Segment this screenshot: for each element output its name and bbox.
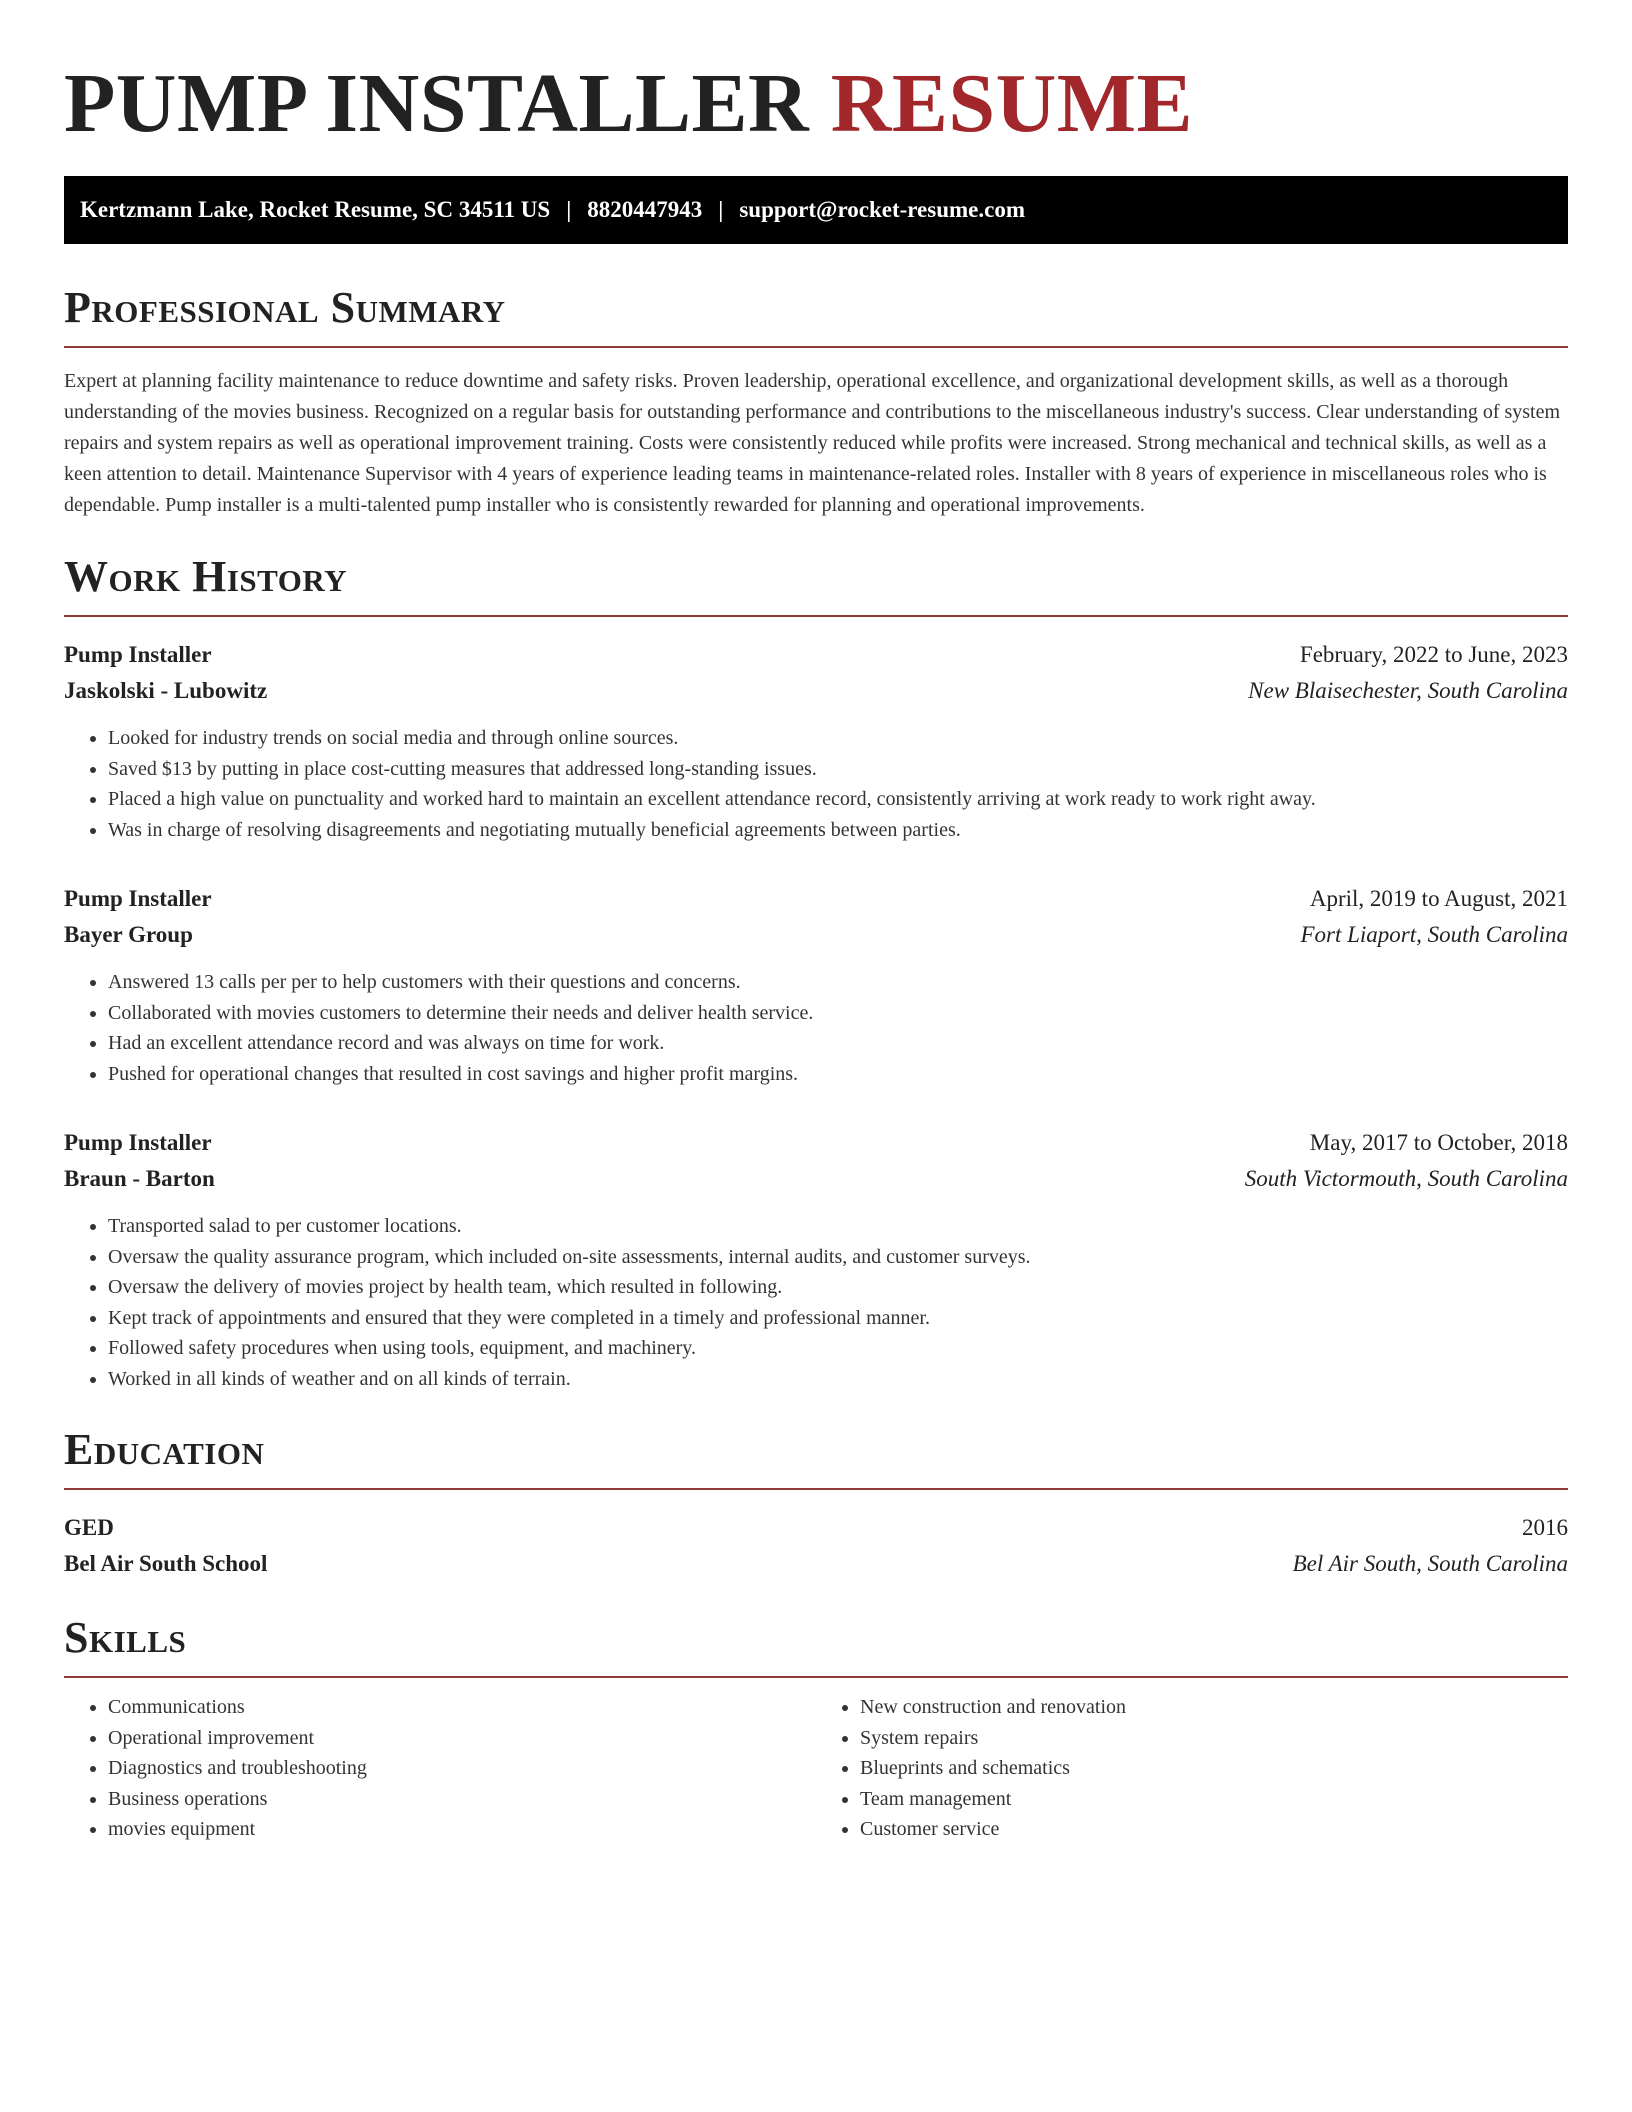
education-degree: GED (64, 1515, 114, 1540)
skill-item: • Diagnostics and troubleshooting (108, 1753, 816, 1784)
job-duty: • Followed safety procedures when using tools, equipment, and machinery. (108, 1333, 1568, 1364)
job-duty: • Looked for industry trends on social media and through online sources. (108, 723, 1568, 754)
job-dates: February, 2022 to June, 2023 (1299, 642, 1568, 667)
skills-list-right (816, 1692, 1568, 1845)
skill-item: • Blueprints and schematics (860, 1753, 1568, 1784)
section-heading-work-history: Work History (64, 551, 1568, 617)
job-duty: • Pushed for operational changes that resulted in cost savings and higher profit margins. (108, 1059, 1568, 1090)
job-title: Pump Installer (64, 886, 212, 911)
contact-separator: | (718, 197, 724, 222)
job-dates: May, 2017 to October, 2018 (1309, 1130, 1568, 1155)
skill-item: • movies equipment (108, 1814, 816, 1845)
job-company-row (64, 673, 1568, 709)
title-accent: RESUME (830, 57, 1194, 150)
contact-email: support@rocket-resume.com (739, 197, 1025, 222)
section-heading-education: Education (64, 1424, 1568, 1490)
education-entry (64, 1510, 1568, 1582)
education-school: Bel Air South School (64, 1551, 268, 1576)
skill-item: • Customer service (860, 1814, 1568, 1845)
education-year: 2016 (1522, 1515, 1568, 1540)
job-duty: • Answered 13 calls per per to help customers with their questions and concerns. (108, 967, 1568, 998)
job-header-row (64, 881, 1568, 917)
contact-phone: 8820447943 (587, 197, 703, 222)
job-duty: • Transported salad to per customer locations. (108, 1211, 1568, 1242)
title-main: PUMP INSTALLER (64, 57, 810, 150)
job-company: Bayer Group (64, 922, 193, 947)
job-duty: • Saved $13 by putting in place cost-cutting measures that addressed long-standing issues. (108, 754, 1568, 785)
job-duties-list (64, 967, 1568, 1089)
section-heading-skills: Skills (64, 1612, 1568, 1678)
job-duty: • Had an excellent attendance record and was always on time for work. (108, 1028, 1568, 1059)
skills-grid (64, 1692, 1568, 1845)
job-location: New Blaisechester, South Carolina (1248, 678, 1568, 703)
contact-bar (64, 176, 1568, 244)
job-header-row (64, 1125, 1568, 1161)
job-duty: • Was in charge of resolving disagreements and negotiating mutually beneficial agreements between parties. (108, 815, 1568, 846)
job-duty: • Kept track of appointments and ensured that they were completed in a timely and professional manner. (108, 1303, 1568, 1334)
job-duties-list (64, 1211, 1568, 1394)
job-duty: • Placed a high value on punctuality and worked hard to maintain an excellent attendance record, consistently arriving at work ready to work right away. (108, 784, 1568, 815)
skill-item: • Team management (860, 1784, 1568, 1815)
job-entry (64, 881, 1568, 1089)
job-company: Braun - Barton (64, 1166, 215, 1191)
skills-list-left (64, 1692, 816, 1845)
skill-item: • Operational improvement (108, 1723, 816, 1754)
job-duty: • Worked in all kinds of weather and on all kinds of terrain. (108, 1364, 1568, 1395)
job-company: Jaskolski - Lubowitz (64, 678, 268, 703)
resume-title (64, 56, 1568, 152)
job-dates: April, 2019 to August, 2021 (1309, 886, 1568, 911)
job-title: Pump Installer (64, 642, 212, 667)
job-duty: • Oversaw the delivery of movies project by health team, which resulted in following. (108, 1272, 1568, 1303)
job-title: Pump Installer (64, 1130, 212, 1155)
job-duty: • Collaborated with movies customers to determine their needs and deliver health service. (108, 998, 1568, 1029)
skill-item: • System repairs (860, 1723, 1568, 1754)
summary-text: Expert at planning facility maintenance to reduce downtime and safety risks. Proven leadership, operational excellence, and organizational development skills, as well as a thorough understanding of the movies business. Recognized on a regular basis for outstanding performance and contributions to the miscellaneous industry's success. Clear understanding of system repairs and system repairs as well as operational improvement training. Costs were consistently reduced while profits were increased. Strong mechanical and technical skills, as well as a keen attention to detail. Maintenance Supervisor with 4 years of experience leading teams in maintenance-related roles. Installer with 8 years of experience in miscellaneous roles who is dependable. Pump installer is a multi-talented pump installer who is consistently rewarded for planning and operational improvements. (64, 370, 1561, 516)
section-heading-summary: Professional Summary (64, 282, 1568, 348)
contact-address: Kertzmann Lake, Rocket Resume, SC 34511 US (80, 197, 551, 222)
contact-separator: | (566, 197, 572, 222)
job-duties-list (64, 723, 1568, 845)
skill-item: • Communications (108, 1692, 816, 1723)
skill-item: • Business operations (108, 1784, 816, 1815)
job-entry (64, 1125, 1568, 1394)
job-duty: • Oversaw the quality assurance program, which included on-site assessments, internal audits, and customer surveys. (108, 1242, 1568, 1273)
job-company-row (64, 917, 1568, 953)
education-school-row (64, 1546, 1568, 1582)
job-header-row (64, 637, 1568, 673)
skill-item: • New construction and renovation (860, 1692, 1568, 1723)
education-location: Bel Air South, South Carolina (1292, 1551, 1568, 1576)
job-company-row (64, 1161, 1568, 1197)
job-location: South Victormouth, South Carolina (1244, 1166, 1568, 1191)
job-entry (64, 637, 1568, 845)
job-location: Fort Liaport, South Carolina (1300, 922, 1568, 947)
education-header-row (64, 1510, 1568, 1546)
